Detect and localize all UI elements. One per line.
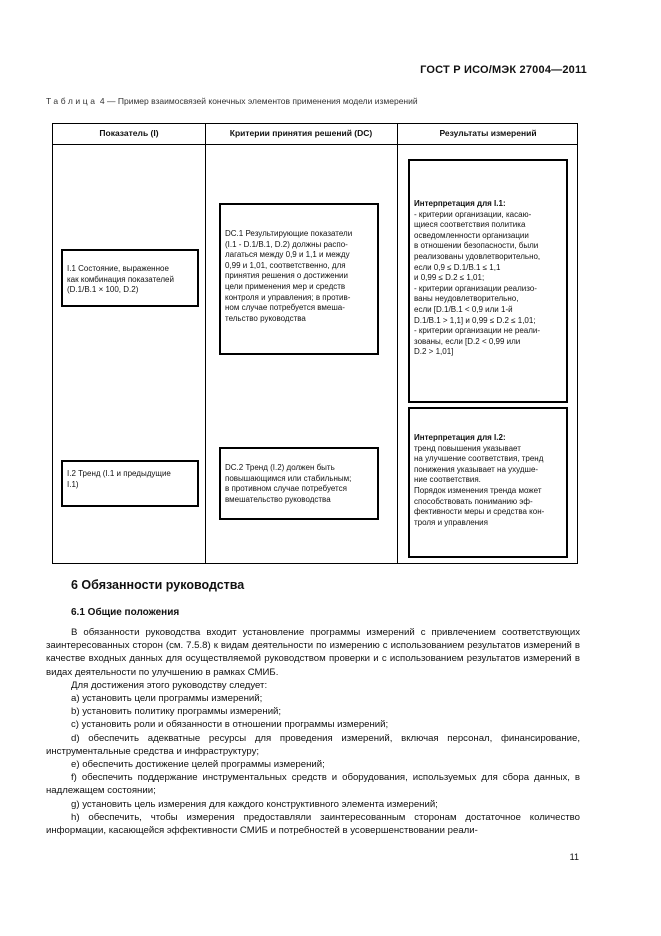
list-item: с) установить роли и обязанности в отношении программы измерений; <box>71 719 389 731</box>
text-line: цели применения мер и средств <box>225 281 346 291</box>
result-box-i2 <box>408 407 568 558</box>
text-line: D.2 > 1,01] <box>414 347 454 357</box>
text-line: I.1 Состояние, выраженное <box>67 264 169 273</box>
text-line: (D.1/B.1 × 100, D.2) <box>67 285 139 295</box>
text-line: и 0,99 ≤ D.2 ≤ 1,01; <box>414 273 485 283</box>
text-line: DC.1 Результирующие показатели <box>225 229 353 238</box>
criteria-box-dc1 <box>219 203 379 355</box>
text-line: ние соответствия. <box>414 475 481 485</box>
indicator-box-i1 <box>61 249 199 307</box>
text-line: (I.1 - D.1/B.1, D.2) должны распо- <box>225 239 348 249</box>
text-line: I.1) <box>67 479 79 489</box>
table-caption-number: 4 <box>99 96 105 106</box>
list-item: h) обеспечить, чтобы измерения предоставляли заинтересованным сторонам достаточное количество информации, касающейся эффективности СМИБ и потребностей в усовершенствовании реали- <box>46 811 580 837</box>
text-line: D.1/B.1 > 1,1] и 0,99 ≤ D.2 ≤ 1,01; <box>414 315 536 325</box>
text-line: повышающимся или стабильным; <box>225 473 352 483</box>
paragraph: В обязанности руководства входит установление программы измерений с привлечением соответствующих заинтересованных сторон (см. 7.5.8) к видам деятельности по измерению с использованием результатов измерений в качестве входных данных для осуществляемой руководством проверки и с использованием результатов измерений в видах деятельности по улучшению в рамках СМИБ. <box>46 627 580 678</box>
text-line: - критерии организации реализо- <box>414 283 537 293</box>
text-line: как комбинация показателей <box>67 274 174 284</box>
text-line: реализованы удовлетворительно, <box>414 251 541 261</box>
page-number: 11 <box>569 852 579 862</box>
list-item: а) установить цели программы измерений; <box>71 693 263 705</box>
text-line: ном случае потребуется вмеша- <box>225 303 345 313</box>
text-line: в отношении безопасности, были <box>414 241 539 251</box>
column-header-criteria: Критерии принятия решений (DC) <box>229 128 373 138</box>
text-line: на улучшение соответствия, тренд <box>414 454 544 464</box>
indicator-box-i2 <box>61 460 199 507</box>
text-line: лагаться между 0,9 и 1,1 и между <box>225 250 350 260</box>
criteria-box-dc2 <box>219 447 379 520</box>
text-line: зованы, если [D.2 < 0,99 или <box>414 336 521 346</box>
column-header-indicator: Показатель (I) <box>99 128 159 138</box>
text-line: если 0,9 ≤ D.1/B.1 ≤ 1,1 <box>414 262 501 272</box>
measurement-table <box>52 123 578 564</box>
text-line: ваны неудовлетворительно, <box>414 294 519 304</box>
text-line: фективности меры и средства кон- <box>414 507 545 517</box>
text-line: троля и управления <box>414 517 488 527</box>
text-line: способствовать пониманию эф- <box>414 496 533 506</box>
text-line: - критерии организации не реали- <box>414 326 541 336</box>
text-line: осведомленности организации <box>414 230 529 240</box>
result-box-i1 <box>408 159 568 403</box>
text-line: щиеся соответствия политика <box>414 220 526 230</box>
body-text <box>46 626 580 837</box>
list-item: f) обеспечить поддержание инструментальных средств и оборудования, используемых для сбора данных, в надлежащем состоянии; <box>46 772 580 797</box>
text-line: тренд повышения указывает <box>414 443 521 453</box>
list-item: b) установить политику программы измерений; <box>71 706 282 718</box>
text-line: I.2 Тренд (I.1 и предыдущие <box>67 469 171 478</box>
text-line: понижения указывает на ухудше- <box>414 464 539 474</box>
text-line: если [D.1/B.1 < 0,9 или 1-й <box>414 304 513 314</box>
column-header-results: Результаты измерений <box>439 128 537 138</box>
subsection-title: 6.1 Общие положения <box>71 607 180 618</box>
text-line: контроля и управления; в против- <box>225 292 351 302</box>
result-title: Интерпретация для I.2: <box>414 433 506 442</box>
section-title: 6 Обязанности руководства <box>71 578 245 592</box>
text-line: вмешательство руководства <box>225 494 331 504</box>
table-caption <box>46 96 418 106</box>
list-item: g) установить цель измерения для каждого конструктивного элемента измерений; <box>71 798 438 810</box>
text-line: в противном случае потребуется <box>225 484 347 494</box>
result-title: Интерпретация для I.1: <box>414 199 506 208</box>
list-item: d) обеспечить адекватные ресурсы для проведения измерений, включая персонал, финансирование, инструментальные средства и инфраструктуру; <box>46 732 580 757</box>
table-caption-text: — Пример взаимосвязей конечных элементов применения модели измерений <box>104 96 418 106</box>
column-divider <box>397 124 398 563</box>
column-divider <box>205 124 206 563</box>
text-line: 0,99 и 1,01, соответственно, для <box>225 260 346 270</box>
header-divider <box>53 144 577 145</box>
standard-header: ГОСТ Р ИСО/МЭК 27004—2011 <box>420 64 587 76</box>
table-caption-label: Таблица <box>46 96 98 106</box>
list-item: e) обеспечить достижение целей программы измерений; <box>71 759 325 771</box>
text-line: тельство руководства <box>225 313 306 323</box>
text-line: DC.2 Тренд (I.2) должен быть <box>225 463 335 472</box>
intro-line: Для достижения этого руководству следует: <box>71 679 268 691</box>
text-line: Порядок изменения тренда может <box>414 485 542 495</box>
text-line: - критерии организации, касаю- <box>414 209 532 219</box>
text-line: принятия решения о достижении <box>225 271 348 281</box>
